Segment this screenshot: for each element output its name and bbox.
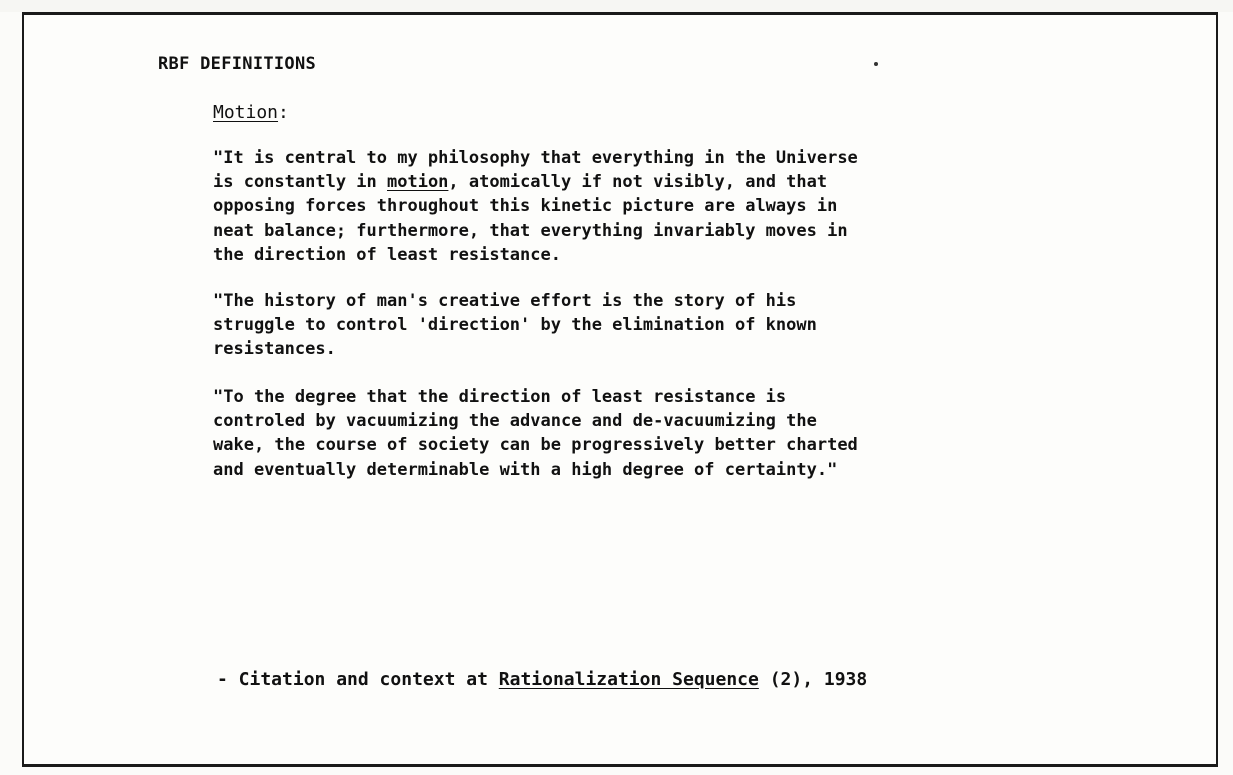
term-title (213, 102, 289, 123)
quote-line: and eventually determinable with a high degree of certainty." (213, 459, 838, 480)
term-word: Motion (213, 102, 279, 123)
underlined-word: motion (387, 172, 449, 193)
quote-line: "It is central to my philosophy that everything in the Universe (213, 148, 858, 168)
quote-line: "To the degree that the direction of least resistance is (213, 387, 787, 407)
citation-link[interactable]: Rationalization Sequence (498, 669, 759, 690)
page-top-edge (0, 0, 1233, 12)
quote-paragraph-2 (213, 289, 1113, 362)
quote-paragraph-1 (213, 146, 1113, 267)
citation-line (217, 669, 867, 690)
quote-line: resistances. (213, 339, 336, 360)
term-colon: : (278, 102, 289, 123)
quote-paragraph-3 (213, 385, 1113, 482)
quote-line: "The history of man's creative effort is the story of his (213, 291, 797, 311)
quote-line: is constantly in motion, atomically if not visibly, and that (213, 172, 828, 193)
citation-prefix: - Citation and context at (217, 669, 499, 690)
stray-mark (874, 62, 878, 66)
quote-line: opposing forces throughout this kinetic picture are always in (213, 196, 838, 217)
citation-suffix: (2), 1938 (758, 669, 868, 690)
quote-line: struggle to control 'direction' by the elimination of known (213, 315, 817, 336)
quote-line: controled by vacuumizing the advance and de-vacuumizing the (213, 411, 817, 432)
quote-line: neat balance; furthermore, that everything invariably moves in (213, 220, 848, 241)
page-heading: RBF DEFINITIONS (158, 54, 317, 74)
quote-line: wake, the course of society can be progressively better charted (213, 435, 858, 456)
quote-line: the direction of least resistance. (213, 244, 561, 265)
